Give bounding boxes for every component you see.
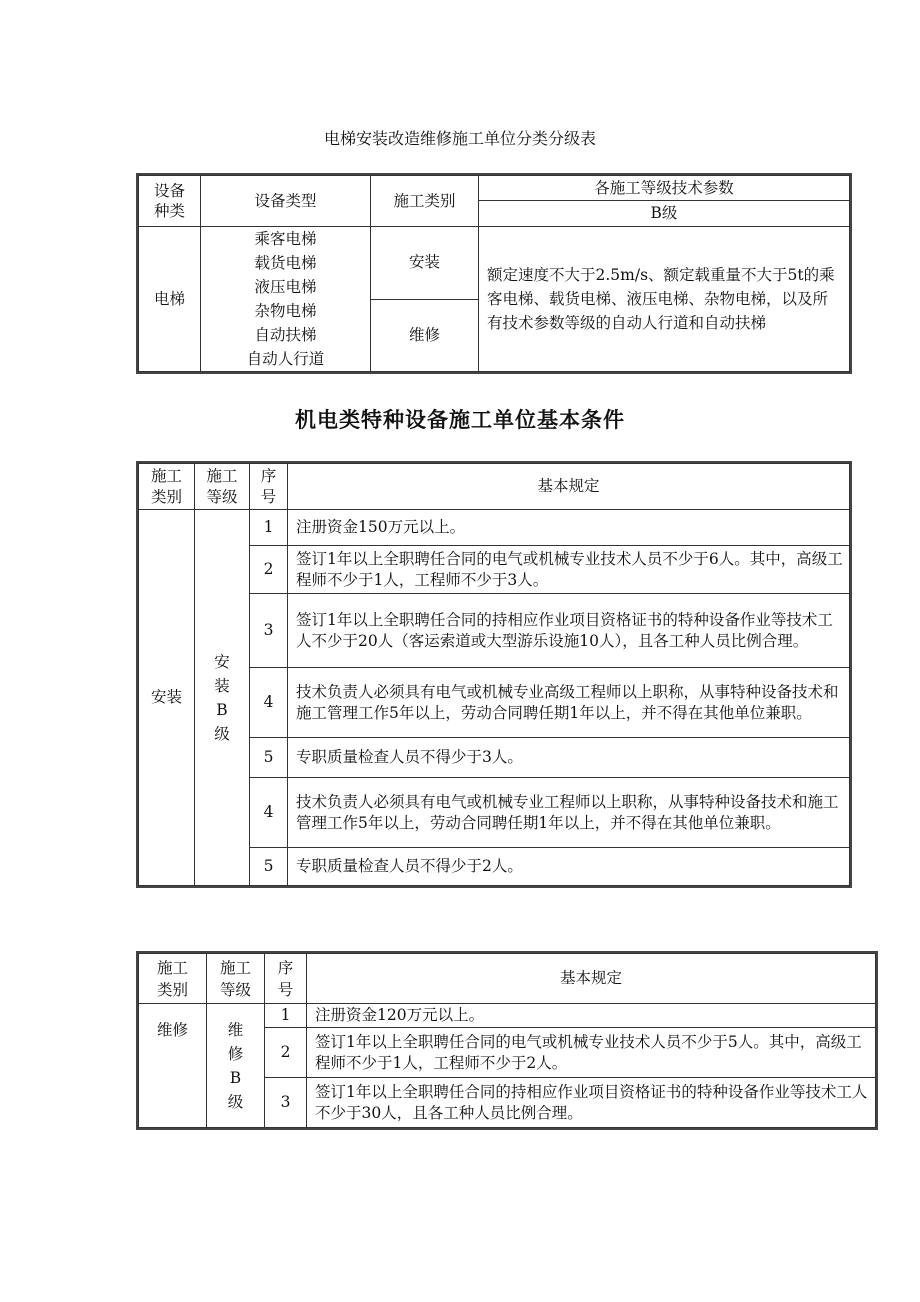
equip-type-item: 乘客电梯 [254, 230, 317, 248]
row-seq: 1 [250, 510, 288, 546]
header-equip-category: 设备种类 [139, 176, 201, 227]
row-seq: 2 [265, 1028, 307, 1078]
header-seq: 序号 [265, 954, 307, 1004]
header-grade: 施工等级 [195, 464, 250, 510]
row-text: 签订1年以上全职聘任合同的电气或机械专业技术人员不少于6人。其中，高级工程师不少于1人，工程师不少于3人。 [288, 546, 850, 594]
row-text: 专职质量检查人员不得少于3人。 [288, 738, 850, 778]
param-text: 额定速度不大于2.5m/s、额定载重量不大于5t的乘客电梯、载货电梯、液压电梯、杂物电梯，以及所有技术参数等级的自动人行道和自动扶梯 [479, 227, 850, 372]
header-seq: 序号 [250, 464, 288, 510]
row-seq: 4 [250, 778, 288, 848]
equip-type-item: 自动人行道 [246, 350, 325, 368]
header-rules: 基本规定 [307, 954, 876, 1004]
work-repair: 维修 [371, 299, 479, 372]
work-install: 安装 [371, 227, 479, 300]
install-conditions-table [138, 463, 850, 886]
row-text: 技术负责人必须具有电气或机械专业工程师以上职称，从事特种设备技术和施工管理工作5年以上，劳动合同聘任期1年以上，并不得在其他单位兼职。 [288, 778, 850, 848]
repair-conditions-table [138, 953, 876, 1128]
header-grade: 施工等级 [207, 954, 265, 1004]
category-repair: 维修 [139, 1004, 207, 1128]
elevator-classification-table [138, 175, 850, 372]
row-text: 签订1年以上全职聘任合同的持相应作业项目资格证书的特种设备作业等技术工人不少于30人，且各工种人员比例合理。 [307, 1078, 876, 1128]
row-seq: 4 [250, 668, 288, 738]
table2-title: 机电类特种设备施工单位基本条件 [295, 407, 625, 432]
grade-install-b: 安装B级 [195, 510, 250, 886]
row-text: 签订1年以上全职聘任合同的电气或机械专业技术人员不少于5人。其中，高级工程师不少于1人，工程师不少于2人。 [307, 1028, 876, 1078]
row-seq: 2 [250, 546, 288, 594]
header-rules: 基本规定 [288, 464, 850, 510]
header-work-category: 施工类别 [139, 464, 195, 510]
category-install: 安装 [139, 510, 195, 886]
row-seq: 5 [250, 738, 288, 778]
equip-type-item: 液压电梯 [254, 278, 317, 296]
header-work-category: 施工类别 [139, 954, 207, 1004]
row-seq: 1 [265, 1004, 307, 1028]
row-text: 注册资金150万元以上。 [288, 510, 850, 546]
equip-type-item: 杂物电梯 [254, 302, 317, 320]
equip-type-item: 载货电梯 [254, 254, 317, 272]
equip-type-item: 自动扶梯 [254, 326, 317, 344]
row-text: 专职质量检查人员不得少于2人。 [288, 848, 850, 886]
row-text: 签订1年以上全职聘任合同的持相应作业项目资格证书的特种设备作业等技术工人不少于20人（客运索道或大型游乐设施10人），且各工种人员比例合理。 [288, 594, 850, 668]
row-text: 技术负责人必须具有电气或机械专业高级工程师以上职称，从事特种设备技术和施工管理工作5年以上，劳动合同聘任期1年以上，并不得在其他单位兼职。 [288, 668, 850, 738]
row-seq: 3 [265, 1078, 307, 1128]
table1-title: 电梯安装改造维修施工单位分类分级表 [323, 129, 596, 148]
category-elevator: 电梯 [139, 227, 201, 372]
header-params: 各施工等级技术参数 [479, 176, 850, 201]
equip-type-list [201, 227, 371, 372]
grade-repair-b: 维修B级 [207, 1004, 265, 1128]
row-seq: 5 [250, 848, 288, 886]
header-work-category: 施工类别 [371, 176, 479, 227]
header-equip-type: 设备类型 [201, 176, 371, 227]
row-seq: 3 [250, 594, 288, 668]
header-grade-b: B级 [479, 201, 850, 227]
row-text: 注册资金120万元以上。 [307, 1004, 876, 1028]
